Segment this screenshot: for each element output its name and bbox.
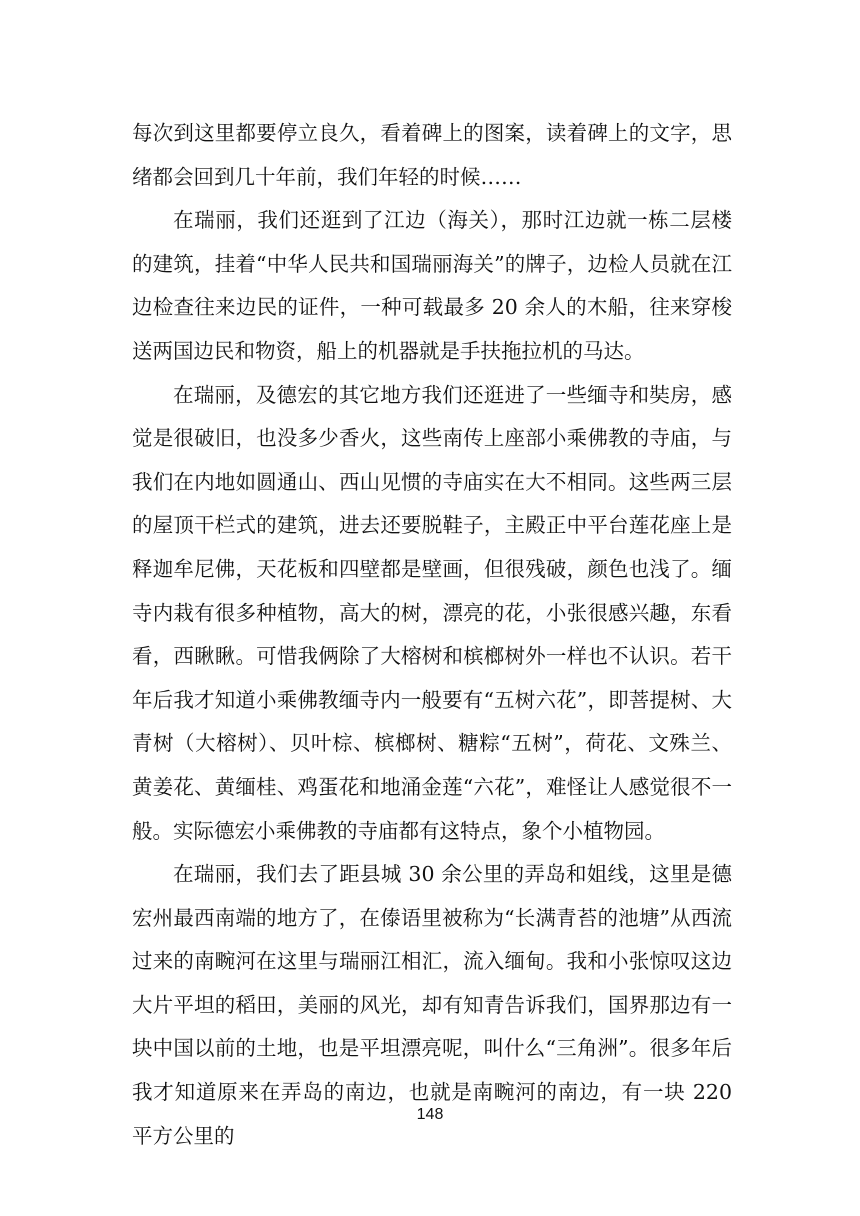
paragraph-3: 在瑞丽，及德宏的其它地方我们还逛进了一些缅寺和奘房，感觉是很破旧，也没多少香火，这些南传上座部小乘佛教的寺庙，与我们在内地如圆通山、西山见惯的寺庙实在大不相同。这些两三层的屋顶干栏式的建筑，进去还要脱鞋子，主殿正中平台莲花座上是释迦牟尼佛，天花板和四壁都是壁画，但很残破，颜色也浅了。缅寺内栽有很多种植物，高大的树，漂亮的花，小张很感兴趣，东看看，西瞅瞅。可惜我俩除了大榕树和槟榔树外一样也不认识。若干年后我才知道小乘佛教缅寺内一般要有“五树六花”，即菩提树、大青树（大榕树）、贝叶棕、槟榔树、糖粽“五树”，荷花、文殊兰、黄姜花、黄缅桂、鸡蛋花和地涌金莲“六花”，难怪让人感觉很不一般。实际德宏小乘佛教的寺庙都有这特点，象个小植物园。 xyxy=(132,382,732,843)
paragraph-4: 在瑞丽，我们去了距县城 30 余公里的弄岛和姐线，这里是德宏州最西南端的地方了，在傣语里被称为“长满青苔的池塘”从西流过来的南畹河在这里与瑞丽江相汇，流入缅甸。我和小张惊叹这边大片平坦的稻田，美丽的风光，却有知青告诉我们，国界那边有一块中国以前的土地，也是平坦漂亮呢，叫什么“三角洲”。很多年后我才知道原来在弄岛的南边，也就是南畹河的南边，有一块 220 平方公里的 xyxy=(132,862,732,1148)
paragraph-2: 在瑞丽，我们还逛到了江边（海关），那时江边就一栋二层楼的建筑，挂着“中华人民共和国瑞丽海关”的牌子，边检人员就在江边检查往来边民的证件，一种可载最多 20 余人的木船，往来穿梭送两国边民和物资，船上的机器就是手扶拖拉机的马达。 xyxy=(132,208,732,363)
paragraph-1: 每次到这里都要停立良久，看着碑上的图案，读着碑上的文字，思绪都会回到几十年前，我们年轻的时候…… xyxy=(132,121,732,189)
page-number: 148 xyxy=(416,1106,444,1123)
body-text xyxy=(132,112,732,1158)
